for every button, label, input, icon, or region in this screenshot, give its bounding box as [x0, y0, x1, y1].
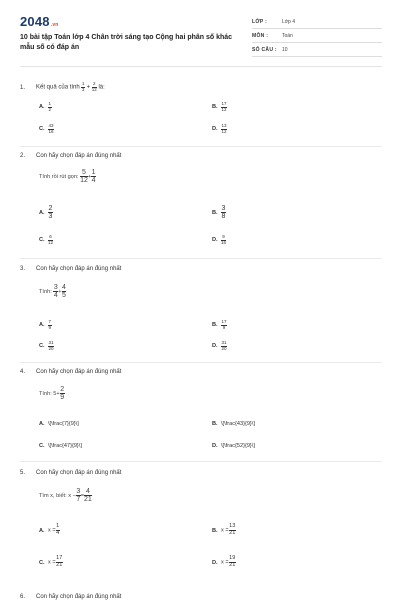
numerator: 2 [48, 205, 53, 212]
option-c[interactable]: C. $\frac{43}{16}$ [39, 123, 54, 134]
meta-value: 10 [282, 47, 288, 53]
question-divider [20, 362, 382, 363]
numerator: 7 [48, 319, 52, 324]
denominator: 4 [91, 177, 96, 184]
question-4 [20, 369, 382, 459]
question-number: 5. [20, 470, 26, 476]
numerator: 9 [222, 234, 225, 239]
denominator: 12 [221, 106, 227, 112]
option-b[interactable]: B. x = $\frac{13}{21}$ [212, 523, 236, 536]
numerator: 3 [76, 488, 81, 495]
option-latex: \[\frac{7}{9}\] [48, 421, 79, 427]
option-b[interactable]: B. $\frac{17}{9}$ [212, 319, 227, 330]
meta-grade [252, 17, 382, 29]
option-latex: \[\frac{43}{9}\] [221, 421, 255, 427]
meta-value: Lớp 4 [282, 19, 296, 25]
option-b[interactable]: B. \[\frac{43}{9}\] [212, 421, 255, 427]
question-3 [20, 266, 382, 360]
question-number: 2. [20, 153, 26, 159]
site-logo[interactable] [20, 14, 59, 29]
question-2 [20, 153, 382, 258]
option-latex: \[\frac{47}{9}\] [48, 443, 82, 449]
numerator: 1 [81, 81, 85, 86]
option-d[interactable]: D. $\frac{9}{16}$ [212, 234, 227, 245]
numerator: 43 [48, 123, 54, 128]
denominator: 9 [60, 394, 65, 401]
numerator: 3 [221, 205, 226, 212]
denominator: 8 [221, 213, 226, 220]
denominator: 12 [48, 239, 54, 245]
fraction [92, 82, 97, 92]
equals-sign: = [80, 492, 85, 499]
numerator: 1 [56, 523, 60, 529]
question-5 [20, 470, 382, 580]
plus-sign: + [58, 288, 62, 295]
meta-label: MÔN : [252, 33, 269, 39]
question-text [20, 153, 121, 159]
denominator: 4 [53, 292, 58, 299]
option-d[interactable]: D. $\frac{13}{12}$ [212, 123, 227, 134]
option-a[interactable]: A. $\frac{1}{2}$ [39, 101, 52, 112]
denominator: 21 [56, 561, 63, 568]
question-prompt: Con hãy chọn đáp án đúng nhất [36, 470, 122, 476]
question-1 [20, 82, 382, 142]
x-equals: x = [221, 527, 229, 534]
question-number: 1. [20, 84, 26, 91]
denominator: 7 [76, 496, 81, 503]
denominator: 12 [91, 86, 97, 92]
denominator: 21 [229, 561, 236, 568]
meta-label: SỐ CÂU : [252, 47, 277, 53]
fraction [84, 488, 92, 503]
question-divider [20, 146, 382, 147]
option-latex: \[\frac{52}{9}\] [221, 443, 255, 449]
numerator: 13 [229, 523, 236, 529]
option-a[interactable]: A. \[\frac{7}{9}\] [39, 421, 79, 427]
stem-text: Tìm x, biết: x − [39, 492, 76, 499]
x-equals: x = [48, 559, 56, 566]
numerator: 31 [221, 340, 227, 345]
question-suffix: là: [98, 84, 105, 91]
question-divider [20, 258, 382, 259]
question-text [20, 266, 121, 272]
option-c[interactable]: C. $\frac{6}{12}$ [39, 234, 54, 245]
meta-label: LỚP : [252, 19, 268, 25]
plus-sign: + [87, 173, 92, 180]
option-c[interactable]: C. \[\frac{47}{9}\] [39, 443, 82, 449]
denominator: 5 [62, 292, 66, 299]
x-equals: x = [48, 527, 56, 534]
question-divider [20, 461, 382, 462]
numerator: 19 [229, 555, 236, 561]
stem-text: Tính: 5+ [39, 390, 60, 397]
denominator: 16 [48, 128, 54, 134]
question-prompt: Con hãy chọn đáp án đúng nhất [36, 369, 122, 375]
question-stem [39, 169, 96, 184]
fraction [80, 169, 88, 184]
option-b[interactable]: B. $\frac{17}{12}$ [212, 101, 227, 112]
option-b[interactable]: B. $\frac{3}{8}$ [212, 205, 226, 220]
question-number: 3. [20, 266, 26, 272]
denominator: 2 [48, 106, 52, 112]
meta-value: Toán [282, 33, 293, 39]
question-text [20, 369, 121, 375]
option-a[interactable]: A. x = $\frac{1}{4}$ [39, 523, 60, 536]
stem-text: Tính rồi rút gọn: [39, 173, 79, 180]
x-equals: x = [221, 559, 229, 566]
page-header [0, 0, 400, 66]
option-a[interactable]: A. $\frac{7}{9}$ [39, 319, 52, 330]
numerator: 13 [221, 123, 227, 128]
denominator: 21 [229, 529, 236, 536]
numerator: 17 [221, 319, 227, 324]
fraction [81, 82, 85, 92]
question-number: 6. [20, 594, 26, 600]
meta-subject [252, 31, 382, 43]
numerator: 5 [82, 169, 86, 176]
option-d[interactable]: D. x = $\frac{19}{21}$ [212, 555, 236, 568]
numerator: 3 [53, 284, 58, 291]
numerator: 2 [93, 81, 96, 86]
question-stem [39, 488, 92, 503]
question-text [20, 470, 121, 476]
page-title: 10 bài tập Toán lớp 4 Chân trời sáng tạo Cộng hai phân số khác mẫu số có đáp án [20, 34, 233, 51]
numerator: 4 [62, 284, 66, 291]
denominator: 9 [48, 324, 52, 330]
fraction [91, 169, 96, 184]
numerator: 1 [91, 169, 96, 176]
denominator: 20 [48, 345, 54, 351]
numerator: 4 [85, 488, 90, 495]
question-stem [39, 386, 65, 401]
question-text [20, 82, 105, 92]
numerator: 1 [48, 101, 52, 106]
question-6 [20, 594, 382, 604]
numerator: 2 [60, 386, 65, 393]
logo-suffix: .vn [50, 22, 59, 28]
numerator: 17 [56, 555, 63, 561]
option-c[interactable]: C. x = $\frac{17}{21}$ [39, 555, 63, 568]
fraction [60, 386, 65, 401]
logo-text: 2048 [20, 14, 50, 29]
header-divider [20, 66, 382, 67]
denominator: 21 [84, 496, 92, 503]
denominator: 9 [222, 324, 226, 330]
question-prompt: Con hãy chọn đáp án đúng nhất [36, 153, 122, 159]
question-stem [39, 284, 66, 299]
option-d[interactable]: D. \[\frac{52}{9}\] [212, 443, 255, 449]
denominator: 12 [80, 177, 88, 184]
question-prompt: Kết quả của tính [36, 84, 80, 91]
stem-text: Tính: [39, 288, 52, 295]
denominator: 20 [221, 345, 227, 351]
option-c[interactable]: C. $\frac{31}{20}$ [39, 340, 54, 351]
numerator: 17 [221, 101, 227, 106]
denominator: 16 [221, 239, 227, 245]
option-d[interactable]: D. $\frac{31}{20}$ [212, 340, 227, 351]
meta-count [252, 45, 382, 57]
question-prompt: Con hãy chọn đáp án đúng nhất [36, 266, 122, 272]
question-number: 4. [20, 369, 26, 375]
fraction [62, 284, 67, 299]
denominator: 3 [48, 213, 53, 220]
denominator: 12 [221, 128, 227, 134]
option-a[interactable]: A. $\frac{2}{3}$ [39, 205, 53, 220]
numerator: 31 [48, 340, 54, 345]
denominator: 4 [56, 529, 60, 536]
question-prompt: Con hãy chọn đáp án đúng nhất [36, 594, 122, 600]
plus-sign: + [86, 84, 91, 91]
question-text [20, 594, 121, 600]
denominator: 3 [81, 86, 85, 92]
numerator: 6 [49, 234, 52, 239]
